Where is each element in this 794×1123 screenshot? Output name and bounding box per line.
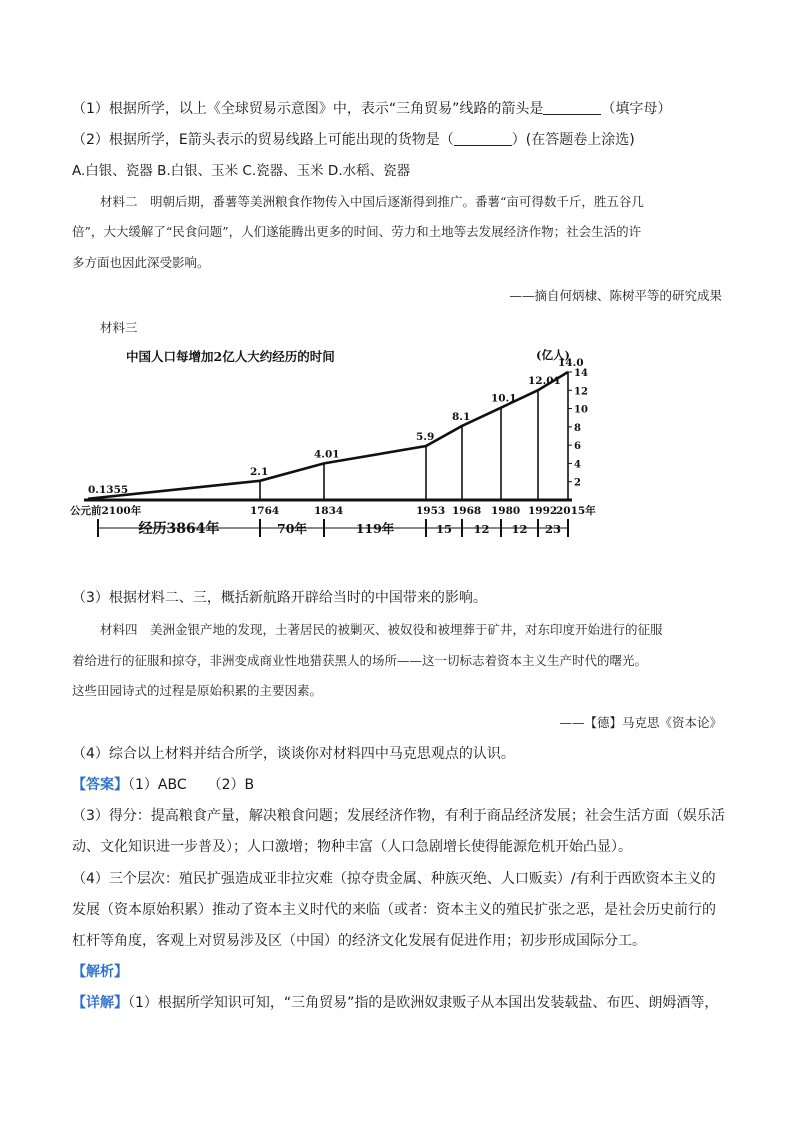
value-label: 0.1355: [88, 483, 129, 496]
answer-4-line: （4）三个层次：殖民扩强造成亚非拉灾难（掠夺贵金属、种族灭绝、人口贩卖）/有利于西欧资本主义的: [72, 871, 716, 887]
interval-label: 12: [511, 522, 528, 536]
chart-unit: (亿人): [536, 348, 570, 362]
interval-label: 119年: [355, 521, 395, 536]
analysis-tag: 【解析】: [72, 964, 128, 980]
chart-title: 中国人口每增加2亿人大约经历的时间: [126, 349, 335, 364]
y-tick-label: 14: [574, 368, 588, 379]
answer-blank[interactable]: [543, 100, 601, 115]
material4-line: 这些田园诗式的过程是原始积累的主要因素。: [72, 683, 323, 698]
y-tick-label: 10: [574, 404, 588, 416]
x-label: 1953: [416, 505, 446, 517]
answer-3-line: （3）得分：提高粮食产量，解决粮食问题；发展经济作物，有利于商品经济发展；社会生活方面（娱乐活: [72, 808, 725, 824]
x-label: 2015年: [556, 505, 596, 517]
answer-line: 【答案】（1）ABC （2）B: [72, 777, 255, 793]
value-label: 5.9: [416, 431, 435, 444]
material2-source: ——摘自何炳棣、陈树平等的研究成果: [509, 288, 722, 303]
x-label: 1834: [314, 505, 344, 517]
population-chart: [70, 344, 596, 540]
interval-label: 15: [435, 522, 453, 536]
x-label: 公元前2100年: [70, 505, 142, 517]
x-label: 1764: [250, 505, 280, 517]
answer-tag: 【答案】: [72, 777, 128, 793]
options: A.白银、瓷器 B.白银、玉米 C.瓷器、玉米 D.水稻、瓷器: [72, 163, 411, 179]
interval-label: 70年: [277, 521, 307, 536]
answer-4-line: 杠杆等角度，客观上对贸易涉及区（中国）的经济文化发展有促进作用；初步形成国际分工。: [72, 933, 646, 949]
detail-line: 【详解】（1）根据所学知识可知，“三角贸易”指的是欧洲奴隶贩子从本国出发装载盐、布匹、朗姆酒等，: [72, 995, 719, 1011]
material2-line: 多方面也因此深受影响。: [72, 255, 210, 270]
y-tick-label: 2: [574, 477, 581, 489]
x-label: 1992: [528, 505, 558, 517]
value-label: 2.1: [250, 465, 269, 478]
question-3: （3）根据材料二、三，概括新航路开辟给当时的中国带来的影响。: [72, 590, 487, 606]
x-label: 1980: [491, 505, 521, 517]
material2-line: 材料二 明朝后期，番薯等美洲粮食作物传入中国后逐渐得到推广。番薯“亩可得数千斤，胜五谷几: [100, 194, 644, 209]
value-label: 12.01: [528, 375, 561, 388]
y-tick-label: 6: [574, 441, 581, 453]
value-label: 10.1: [491, 392, 517, 405]
y-tick-label: 4: [574, 459, 581, 471]
answer-4-line: 发展（资本原始积累）推动了资本主义时代的来临（或者：资本主义的殖民扩张之恶，是社会历史前行的: [72, 902, 716, 918]
y-tick-label: 8: [574, 422, 581, 434]
material4-line: 着给进行的征服和掠夺，非洲变成商业性地猎获黑人的场所——这一切标志着资本主义生产时代的曙光。: [72, 653, 648, 668]
value-label: 14.0: [558, 357, 584, 369]
interval-label: 23: [544, 522, 562, 536]
interval-label: 经历3864年: [138, 521, 220, 537]
value-label: 4.01: [314, 448, 340, 461]
material4-line: 材料四 美洲金银产地的发现，土著居民的被剿灭、被奴役和被埋葬于矿井，对东印度开始进行的征服: [100, 622, 663, 637]
population-line: [88, 372, 568, 499]
question-1: （1）根据所学，以上《全球贸易示意图》中，表示“三角贸易”线路的箭头是 （填字母）: [72, 101, 672, 117]
answer-blank[interactable]: [454, 131, 512, 146]
y-tick-label: 12: [574, 386, 588, 398]
question-2: （2）根据所学，E箭头表示的贸易线路上可能出现的货物是（ ）(在答题卷上涂选): [72, 132, 635, 148]
interval-label: 12: [473, 522, 490, 536]
material3-label: 材料三: [100, 320, 138, 335]
answer-3-line: 动、文化知识进一步普及）；人口激增；物种丰富（人口急剧增长使得能源危机开始凸显）。: [72, 839, 632, 855]
value-label: 8.1: [452, 410, 471, 423]
material4-source: ——【德】马克思《资本论》: [559, 715, 722, 730]
x-label: 1968: [452, 505, 482, 517]
question-4: （4）综合以上材料并结合所学，谈谈你对材料四中马克思观点的认识。: [72, 746, 515, 762]
material2-line: 倍”，大大缓解了“民食问题”，人们遂能腾出更多的时间、劳力和土地等去发展经济作物；社会生活的许: [72, 224, 642, 239]
